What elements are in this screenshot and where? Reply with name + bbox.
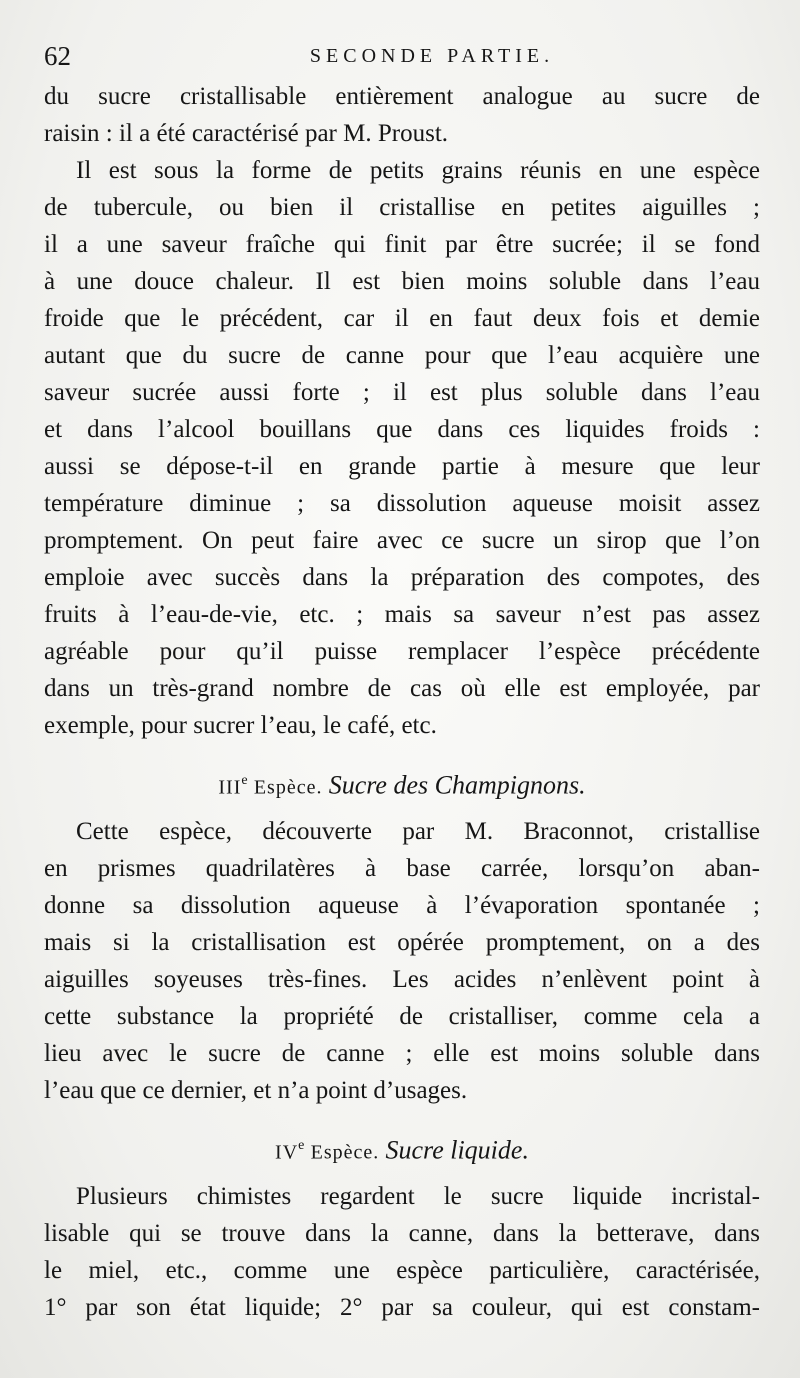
paragraph-4 bbox=[44, 1178, 760, 1326]
heading-label: Espèce. bbox=[310, 1141, 380, 1164]
text-line: mais si la cristallisation est opérée promptement, on a des bbox=[44, 929, 760, 956]
heading-number: III bbox=[218, 776, 242, 799]
text-line: Plusieurs chimistes regardent le sucre liquide incristal- bbox=[76, 1183, 760, 1210]
text-line: cette substance la propriété de cristalliser, comme cela a bbox=[44, 1003, 760, 1030]
text-line: du sucre cristallisable entièrement analogue au sucre de bbox=[44, 83, 760, 110]
text-line: emploie avec succès dans la préparation des compotes, des bbox=[44, 564, 760, 591]
text-line: aussi se dépose-t-il en grande partie à mesure que leur bbox=[44, 453, 760, 480]
text-line: exemple, pour sucrer l’eau, le café, etc. bbox=[44, 712, 437, 739]
text-line: agréable pour qu’il puisse remplacer l’espèce précédente bbox=[44, 638, 760, 665]
text-line: lieu avec le sucre de canne ; elle est moins soluble dans bbox=[44, 1040, 760, 1067]
section-heading-4 bbox=[44, 1127, 760, 1164]
text-line: à une douce chaleur. Il est bien moins soluble dans l’eau bbox=[44, 268, 760, 295]
text-line: en prismes quadrilatères à base carrée, lorsqu’on aban- bbox=[44, 855, 760, 882]
text-line: Il est sous la forme de petits grains réunis en une espèce bbox=[76, 157, 760, 184]
text-line: aiguilles soyeuses très-fines. Les acides n’enlèvent point à bbox=[44, 966, 760, 993]
text-line: l’eau que ce dernier, et n’a point d’usages. bbox=[44, 1077, 468, 1104]
text-line: lisable qui se trouve dans la canne, dans la betterave, dans bbox=[44, 1220, 760, 1247]
text-line: 1° par son état liquide; 2° par sa couleur, qui est constam- bbox=[44, 1294, 760, 1321]
text-line: dans un très-grand nombre de cas où elle est employée, par bbox=[44, 675, 760, 702]
text-line: il a une saveur fraîche qui finit par être sucrée; il se fond bbox=[44, 231, 760, 258]
heading-superscript: e bbox=[241, 773, 248, 788]
page-header bbox=[44, 38, 760, 74]
text-line: le miel, etc., comme une espèce particulière, caractérisée, bbox=[44, 1257, 760, 1284]
text-line: donne sa dissolution aqueuse à l’évaporation spontanée ; bbox=[44, 892, 760, 919]
text-line: fruits à l’eau-de-vie, etc. ; mais sa saveur n’est pas assez bbox=[44, 601, 760, 628]
page-number: 62 bbox=[44, 41, 71, 71]
text-line: froide que le précédent, car il en faut deux fois et demie bbox=[44, 305, 760, 332]
paragraph-3 bbox=[44, 813, 760, 1109]
text-line: saveur sucrée aussi forte ; il est plus soluble dans l’eau bbox=[44, 379, 760, 406]
text-line: raisin : il a été caractérisé par M. Proust. bbox=[44, 120, 449, 147]
text-line: promptement. On peut faire avec ce sucre un sirop que l’on bbox=[44, 527, 760, 554]
text-line: et dans l’alcool bouillans que dans ces liquides froids : bbox=[44, 416, 760, 443]
heading-title: Sucre liquide. bbox=[385, 1135, 529, 1165]
heading-label: Espèce. bbox=[253, 776, 323, 799]
body-text bbox=[44, 78, 760, 1326]
text-line: autant que du sucre de canne pour que l’eau acquière une bbox=[44, 342, 760, 369]
heading-superscript: e bbox=[298, 1138, 305, 1153]
running-head: SECONDE PARTIE. bbox=[309, 45, 555, 67]
paragraph-1 bbox=[44, 78, 760, 152]
heading-number: IV bbox=[275, 1141, 299, 1164]
heading-title: Sucre des Champignons. bbox=[328, 770, 586, 800]
text-line: Cette espèce, découverte par M. Braconnot, cristallise bbox=[76, 818, 760, 845]
text-line: température diminue ; sa dissolution aqueuse moisit assez bbox=[44, 490, 760, 517]
paragraph-2 bbox=[44, 152, 760, 744]
text-line: de tubercule, ou bien il cristallise en petites aiguilles ; bbox=[44, 194, 760, 221]
section-heading-3 bbox=[44, 762, 760, 799]
